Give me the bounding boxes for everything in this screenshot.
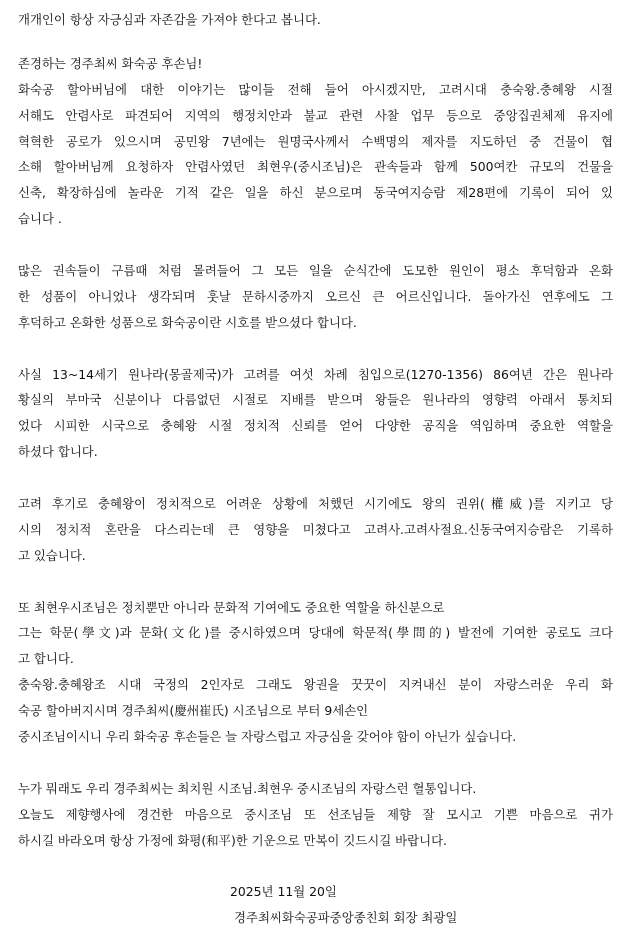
paragraph-line: 시의 정치적 혼란을 다스리는데 큰 영향을 미쳤다고 고려사.고려사절요.신동국여지승람은 기록하 bbox=[18, 521, 613, 537]
paragraph-line: 습니다 . bbox=[18, 211, 62, 227]
paragraph-line: 고 합니다. bbox=[18, 651, 74, 667]
paragraph-line: 또 최현우시조님은 정치뿐만 아니라 문화적 기여에도 중요한 역할을 하신분으로 bbox=[18, 599, 445, 615]
paragraph-line: 고려 후기로 충혜왕이 정치적으로 어려운 상황에 처했던 시기에도 왕의 권위(權威)를 지키고 당 bbox=[18, 496, 613, 512]
paragraph-line: 많은 권속들이 구름때 처럼 몰려들어 그 모든 일을 순식간에 도모한 원인이 평소 후덕함과 온화 bbox=[18, 263, 613, 279]
paragraph-5 bbox=[18, 595, 613, 750]
paragraph-line: 사실 13~14세기 원나라(몽골제국)가 고려를 여섯 차례 침입으로(1270-1356) 86여년 간은 원나라 bbox=[18, 366, 613, 382]
paragraph-line: 후덕하고 온화한 성품으로 화숙공이란 시호를 받으셨다 합니다. bbox=[18, 314, 357, 330]
paragraph-line: 충숙왕.충혜왕조 시대 국정의 2인자로 그래도 왕권을 꿋꿋이 지켜내신 분이 자랑스러운 우리 화 bbox=[18, 677, 613, 693]
paragraph-3 bbox=[18, 362, 613, 466]
paragraph-line: 중시조님이시니 우리 화숙공 후손들은 늘 자랑스럽고 자긍심을 갖어야 함이 아닌가 싶습니다. bbox=[18, 729, 517, 745]
paragraph-line: 누가 뭐래도 우리 경주최씨는 최치원 시조님.최현우 중시조님의 자랑스런 혈통입니다. bbox=[18, 780, 477, 796]
paragraph-line: 숙공 할아버지시며 경주최씨(慶州崔氏) 시조님으로 부터 9세손인 bbox=[18, 703, 369, 719]
paragraph-line: 서해도 안렴사로 파견되어 지역의 행정치안과 불교 관련 사찰 업무 등으로 중앙집권체제 유지에 bbox=[18, 107, 613, 123]
greeting-line: 존경하는 경주최씨 화숙공 후손님! bbox=[18, 55, 203, 71]
letter-date: 2025년 11월 20일 bbox=[230, 884, 337, 900]
paragraph-line: 황실의 부마국 신분이나 다름없던 시절로 지배를 받으며 왕들은 원나라의 영향력 아래서 통치되 bbox=[18, 392, 613, 408]
paragraph-6 bbox=[18, 776, 613, 854]
paragraph-line: 하셨다 합니다. bbox=[18, 444, 98, 460]
paragraph-line: 신축, 확장하심에 놀라운 기적 같은 일을 하신 분으로며 동국여지승람 제28편에 기록이 되어 있 bbox=[18, 185, 613, 201]
letter-signature: 경주최씨화숙공파중앙종친회 회장 최광일 bbox=[234, 910, 458, 926]
paragraph-2 bbox=[18, 258, 613, 336]
paragraph-line: 고 있습니다. bbox=[18, 547, 86, 563]
paragraph-line: 그는 학문(學文)과 문화(文化)를 중시하였으며 당대에 학문적(學問的) 발전에 기여한 공로도 크다 bbox=[18, 625, 613, 641]
paragraph-line: 소해 할아버님께 요청하자 안렴사였던 최현우(중시조님)은 관속들과 함께 500여칸 규모의 건물을 bbox=[18, 159, 613, 175]
paragraph-line: 한 성품이 아니었나 생각되며 훗날 문하시중까지 오르신 큰 어르신입니다. 돌아가신 연후에도 그 bbox=[18, 288, 613, 304]
paragraph-4 bbox=[18, 491, 613, 569]
paragraph-line: 었다 시피한 시국으로 충혜왕 시절 정치적 신뢰를 얻어 다양한 공직을 역임하며 중요한 역할을 bbox=[18, 418, 613, 434]
paragraph-line: 오늘도 제향행사에 경건한 마음으로 중시조님 또 선조님들 제향 잘 모시고 기쁜 마음으로 귀가 bbox=[18, 806, 613, 822]
paragraph-line: 하시길 바라오며 항상 가정에 화평(和平)한 기운으로 만복이 깃드시길 바랍니다. bbox=[18, 832, 447, 848]
paragraph-1 bbox=[18, 77, 613, 232]
intro-line: 개개인이 항상 자긍심과 자존감을 가져야 한다고 봅니다. bbox=[18, 12, 321, 27]
paragraph-line: 혁혁한 공로가 있으시며 공민왕 7년에는 원명국사께서 수백명의 제자를 지도하던 중 건물이 협 bbox=[18, 133, 613, 149]
paragraph-line: 화숙공 할아버님에 대한 이야기는 많이들 전해 들어 아시겠지만, 고려시대 충숙왕.충혜왕 시절 bbox=[18, 81, 613, 97]
